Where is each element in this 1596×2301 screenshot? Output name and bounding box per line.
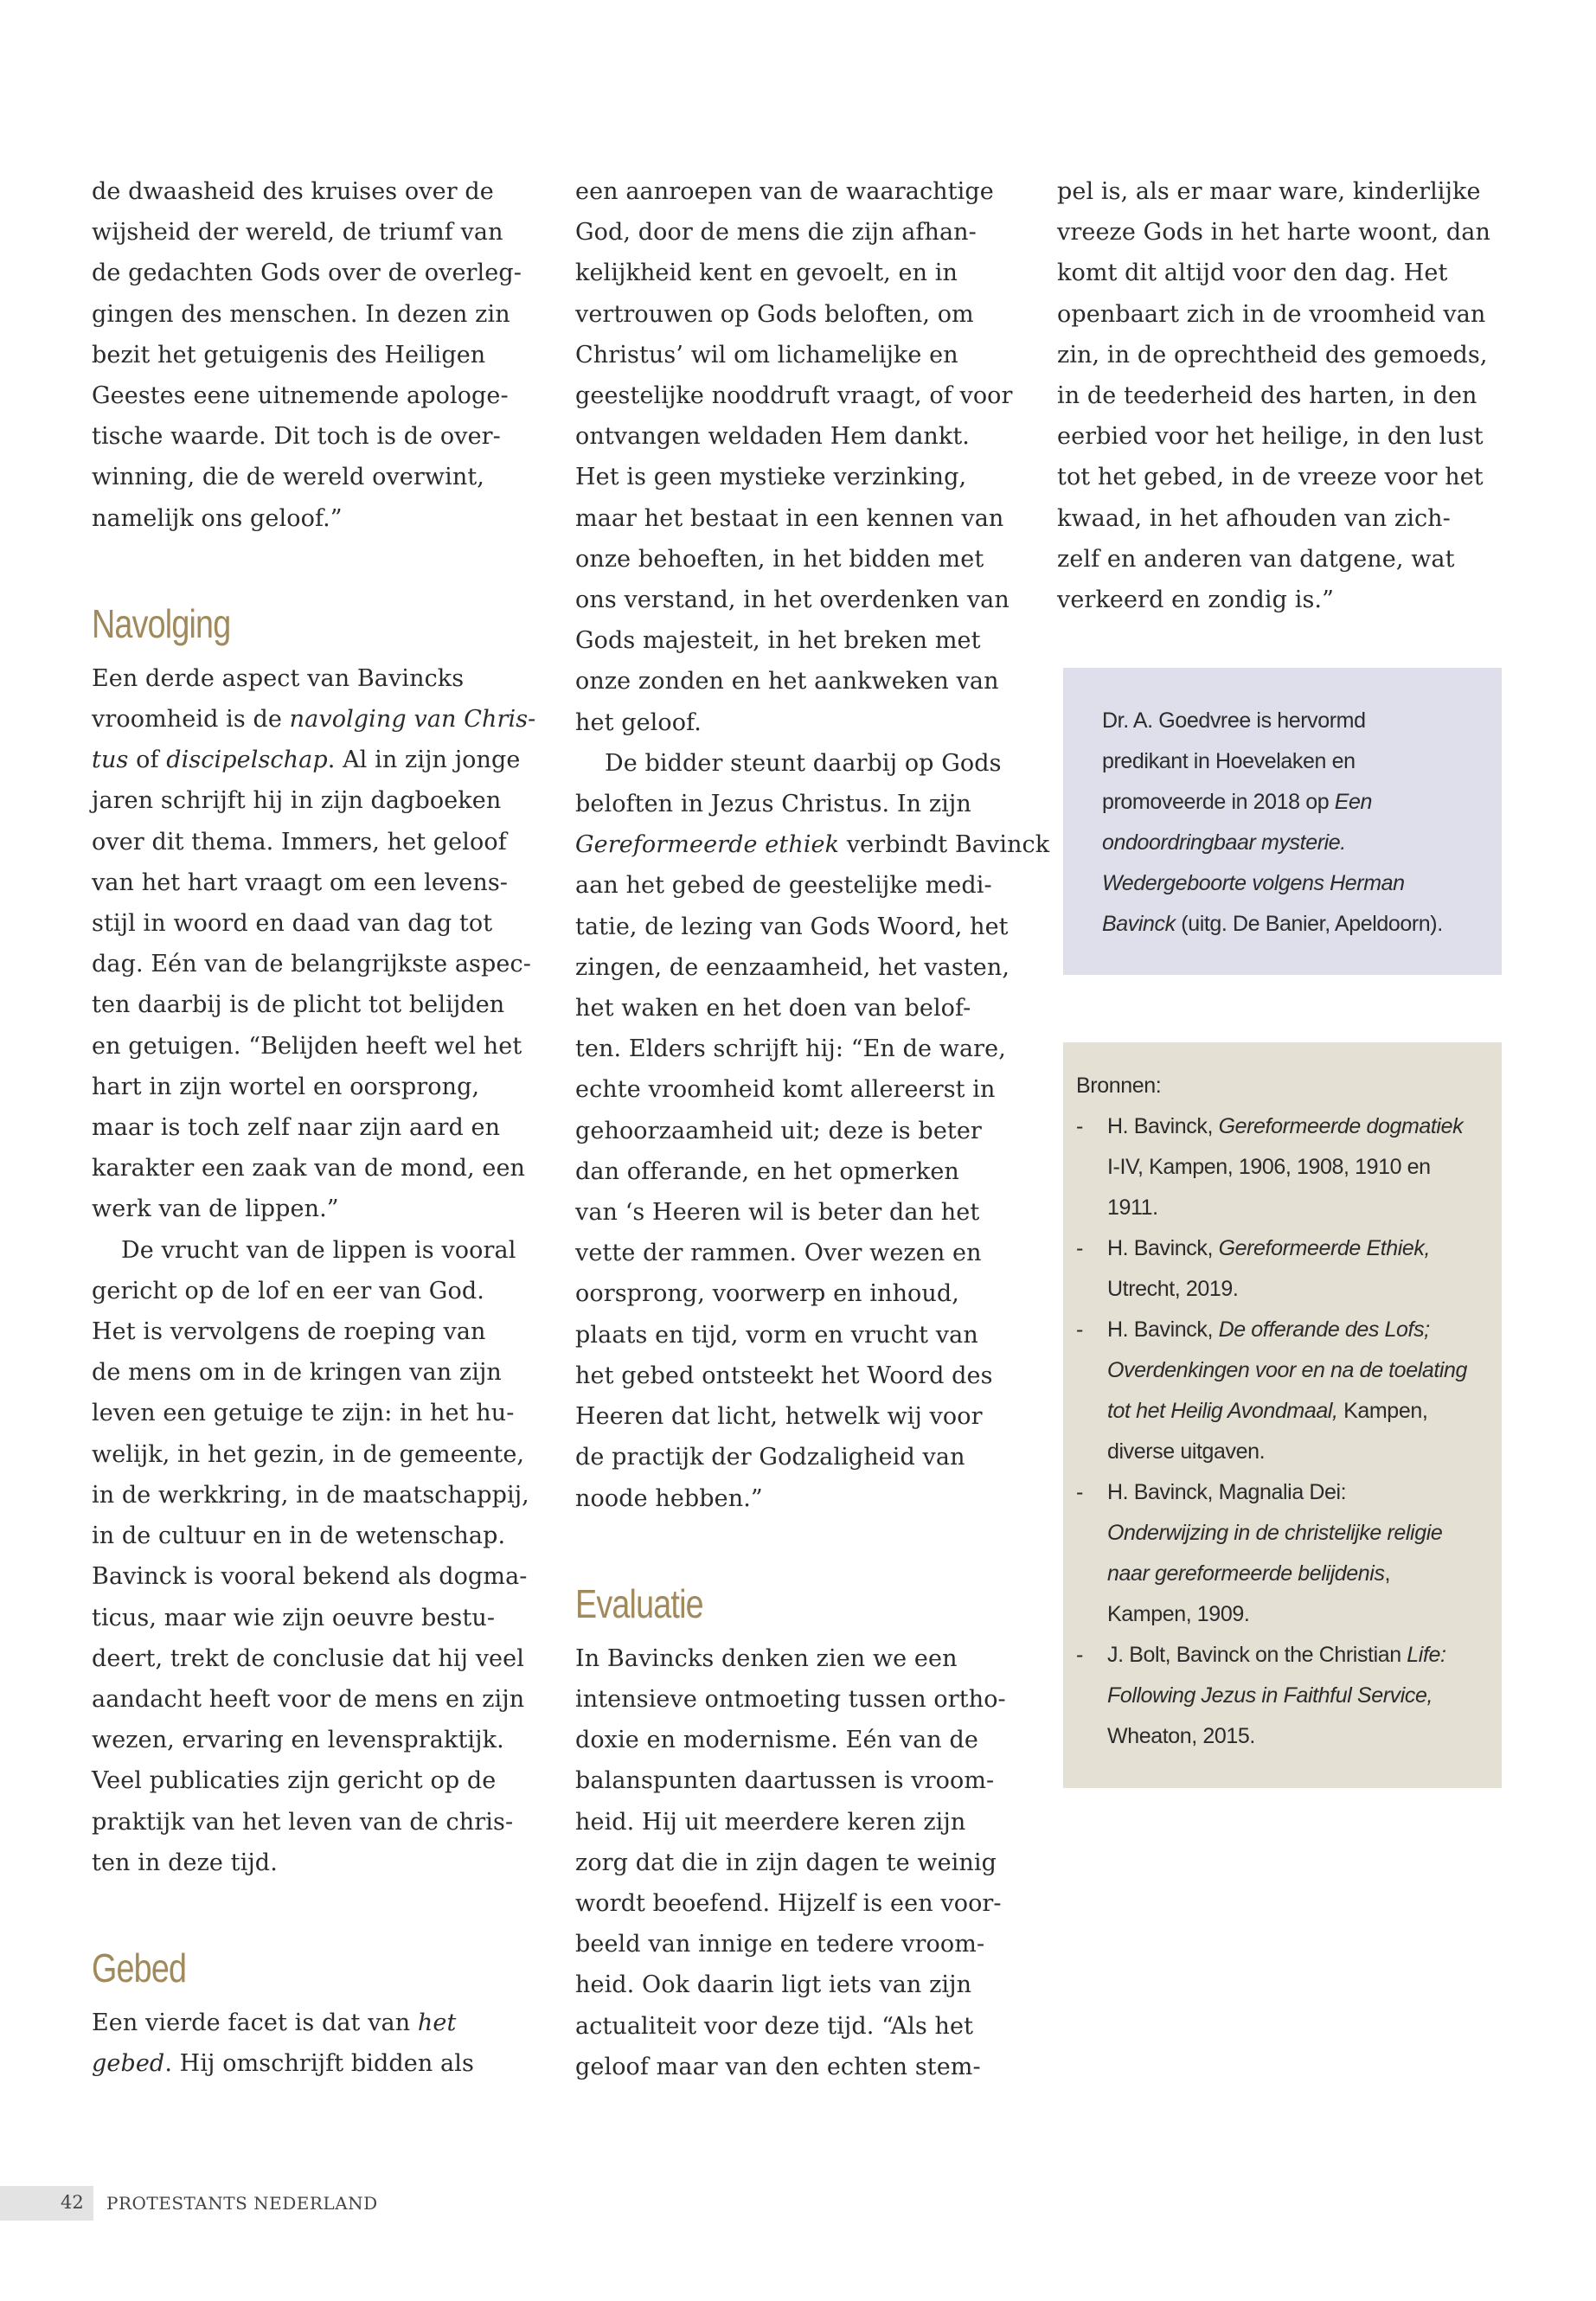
text-line: aandacht heeft voor de mens en zijn [92,1685,525,1713]
text-line: welijk, in het gezin, in de gemeente, [92,1440,525,1468]
text-line: geestelijke nooddruft vraagt, of voor [575,382,1013,410]
text-line: maar is toch zelf naar zijn aard en [92,1114,501,1142]
text-line: de mens om in de kringen van zijn [92,1359,502,1387]
text-line: oorsprong, voorwerp en inhoud, [575,1280,959,1308]
heading-evaluatie: Evaluatie [575,1580,703,1626]
sources-box [1063,1042,1502,1788]
text-line: vette der rammen. Over wezen en [575,1240,982,1267]
text-line: wezen, ervaring en levenspraktijk. [92,1727,504,1754]
text-line: ticus, maar wie zijn oeuvre bestu- [92,1604,496,1631]
text-line: Bavinck is vooral bekend als dogma- [92,1563,528,1591]
text-line: karakter een zaak van de mond, een [92,1155,526,1183]
text-line: van het hart vraagt om een levens- [92,868,509,896]
text-line: deert, trekt de conclusie dat hij veel [92,1644,524,1672]
text-line: eerbied voor het heilige, in den lust [1057,423,1484,451]
text-line: beeld van innige en tedere vroom- [575,1931,985,1958]
text-line: onze behoeften, in het bidden met [575,545,984,573]
text-line: wijsheid der wereld, de triumf van [92,219,503,247]
heading-gebed: Gebed [92,1945,187,1990]
text-line: kwaad, in het afhouden van zich- [1057,504,1451,532]
text-line: pel is, als er maar ware, kinderlijke [1057,178,1481,205]
bio-line: promoveerde in 2018 op Een [1102,790,1373,814]
page-number: 42 [61,2192,84,2213]
text-line: werk van de lippen.” [92,1195,339,1223]
text-line: in de werkkring, in de maatschappij, [92,1481,529,1509]
text-line: ten daarbij is de plicht tot belijden [92,991,505,1019]
text-line: van ‘s Heeren wil is beter dan het [575,1199,980,1227]
text-line: God, door de mens die zijn afhan- [575,219,977,247]
source-item: - H. Bavinck, Gereformeerde dogmatiek I-IV, Kampen, 1906, 1908, 1910 en 1911. [1076,1106,1502,1228]
navolging-body [92,780,535,1229]
text-line: bezit het getuigenis des Heiligen [92,341,486,369]
text-line: vroomheid is de navolging van Chris- [92,706,536,734]
text-line: In Bavincks denken zien we een [575,1644,958,1672]
text-line: ons verstand, in het overdenken van [575,586,1010,614]
text-line: Een vierde facet is dat van het [92,2009,457,2036]
text-line: winning, die de wereld overwint, [92,464,484,491]
source-item: - H. Bavinck, Magnalia Dei: Onderwijzing in de christelijke religie naar gereformeerde belijdenis, Kampen, 1909. [1076,1472,1502,1635]
text-line: Heeren dat licht, hetwelk wij voor [575,1403,983,1431]
bio-line: Dr. A. Goedvree is hervormd [1102,708,1366,733]
col2-intro [575,171,1049,743]
text-line: de practijk der Godzaligheid van [575,1444,965,1471]
bio-line: predikant in Hoevelaken en [1102,749,1356,773]
text-line: noode hebben.” [575,1484,763,1512]
text-line: Het is geen mystieke verzinking, [575,464,967,491]
text-line: zorg dat die in zijn dagen te weinig [575,1849,997,1876]
text-line: heid. Hij uit meerdere keren zijn [575,1808,966,1836]
text-line: actualiteit voor deze tijd. “Als het [575,2012,974,2040]
text-line: De bidder steunt daarbij op Gods [605,749,1002,777]
text-line: over dit thema. Immers, het geloof [92,828,507,856]
text-line: balanspunten daartussen is vroom- [575,1767,995,1795]
sources-title: Bronnen: [1076,1074,1162,1098]
text-line: wordt beoefend. Hijzelf is een voor- [575,1889,1002,1917]
col1-para2 [92,1271,535,1883]
text-line: hart in zijn wortel en oorsprong, [92,1073,480,1100]
text-line: De vrucht van de lippen is vooral [121,1236,516,1264]
text-line: tus of discipelschap. Al in zijn jonge [92,747,521,774]
text-line: Gods majesteit, in het breken met [575,627,981,655]
text-line: openbaart zich in de vroomheid van [1057,300,1486,328]
text-line: tot het gebed, in de vreeze voor het [1057,464,1484,491]
text-line: zingen, de eenzaamheid, het vasten, [575,953,1010,981]
text-line: gehoorzaamheid uit; deze is beter [575,1117,982,1144]
bio-line: Bavinck (uitg. De Banier, Apeldoorn). [1102,912,1443,936]
text-line: Christus’ wil om lichamelijke en [575,341,958,369]
text-line: leven een getuige te zijn: in het hu- [92,1400,515,1427]
text-line: aan het gebed de geestelijke medi- [575,872,992,900]
text-line: verkeerd en zondig is.” [1057,586,1335,614]
text-line: namelijk ons geloof.” [92,504,343,532]
text-line: Een derde aspect van Bavincks [92,664,465,692]
column-2 [575,171,1049,2087]
text-line: in de cultuur en in de wetenschap. [92,1522,506,1550]
text-line: een aanroepen van de waarachtige [575,178,994,205]
col3-intro [1057,171,1490,620]
bio-line: Wedergeboorte volgens Herman [1102,871,1405,895]
text-line: gingen des menschen. In dezen zin [92,300,510,328]
text-line: echte vroomheid komt allereerst in [575,1076,996,1104]
text-line: gericht op de lof en eer van God. [92,1277,484,1304]
text-line: maar het bestaat in een kennen van [575,504,1004,532]
col2-para2 [575,865,1049,1518]
col1-intro [92,171,535,539]
text-line: de gedachten Gods over de overleg- [92,260,522,287]
text-line: het geloof. [575,708,702,736]
text-line: Gereformeerde ethiek verbindt Bavinck [575,831,1050,859]
text-line: kelijkheid kent en gevoelt, en in [575,260,958,287]
text-line: vertrouwen op Gods beloften, om [575,300,974,328]
text-line: het waken en het doen van belof- [575,995,971,1022]
text-line: zelf en anderen van datgene, wat [1057,545,1455,573]
bio-line: ondoordringbaar mysterie. [1102,830,1346,855]
text-line: het gebed ontsteekt het Woord des [575,1362,993,1389]
text-line: praktijk van het leven van de chris- [92,1808,514,1836]
text-line: vreeze Gods in het harte woont, dan [1057,219,1490,247]
text-line: onze zonden en het aankweken van [575,668,999,695]
text-line: Het is vervolgens de roeping van [92,1318,486,1346]
text-line: de dwaasheid des kruises over de [92,178,494,205]
column-3 [1057,171,1490,620]
text-line: in de teederheid des harten, in den [1057,382,1477,410]
heading-navolging: Navolging [92,600,231,646]
text-line: komt dit altijd voor den dag. Het [1057,260,1448,287]
text-line: ontvangen weldaden Hem dankt. [575,423,970,451]
text-line: tatie, de lezing van Gods Woord, het [575,913,1009,940]
text-line: en getuigen. “Belijden heeft wel het [92,1032,522,1060]
source-item: - J. Bolt, Bavinck on the Christian Life: Following Jezus in Faithful Service, Wheaton, 2015. [1076,1635,1502,1757]
text-line: zin, in de oprechtheid des gemoeds, [1057,341,1488,369]
column-1 [92,171,535,2084]
text-line: Geestes eene uitnemende apologe- [92,382,509,410]
text-line: ten in deze tijd. [92,1849,278,1876]
text-line: gebed. Hij omschrijft bidden als [92,2050,474,2078]
publication-name: PROTESTANTS NEDERLAND [106,2193,378,2214]
text-line: stijl in woord en daad van dag tot [92,910,493,938]
text-line: intensieve ontmoeting tussen ortho- [575,1685,1006,1713]
text-line: tische waarde. Dit toch is de over- [92,423,501,451]
text-line: beloften in Jezus Christus. In zijn [575,791,971,818]
text-line: geloof maar van den echten stem- [575,2053,981,2080]
source-item: - H. Bavinck, Gereformeerde Ethiek, Utrecht, 2019. [1076,1228,1502,1310]
source-item: - H. Bavinck, De offerande des Lofs; Overdenkingen voor en na de toelating tot het Heilig Avondmaal, Kampen, diverse uitgaven. [1076,1310,1502,1472]
col2-evaluatie [575,1638,1049,2087]
author-bio-box [1063,668,1502,975]
text-line: doxie en modernisme. Eén van de [575,1727,978,1754]
text-line: ten. Elders schrijft hij: “En de ware, [575,1035,1006,1063]
text-line: Veel publicaties zijn gericht op de [92,1767,497,1795]
text-line: heid. Ook daarin ligt iets van zijn [575,1971,972,1999]
text-line: dag. Eén van de belangrijkste aspec- [92,951,531,978]
text-line: dan offerande, en het opmerken [575,1157,959,1185]
text-line: plaats en tijd, vorm en vrucht van [575,1321,978,1349]
text-line: jaren schrijft hij in zijn dagboeken [92,787,502,815]
